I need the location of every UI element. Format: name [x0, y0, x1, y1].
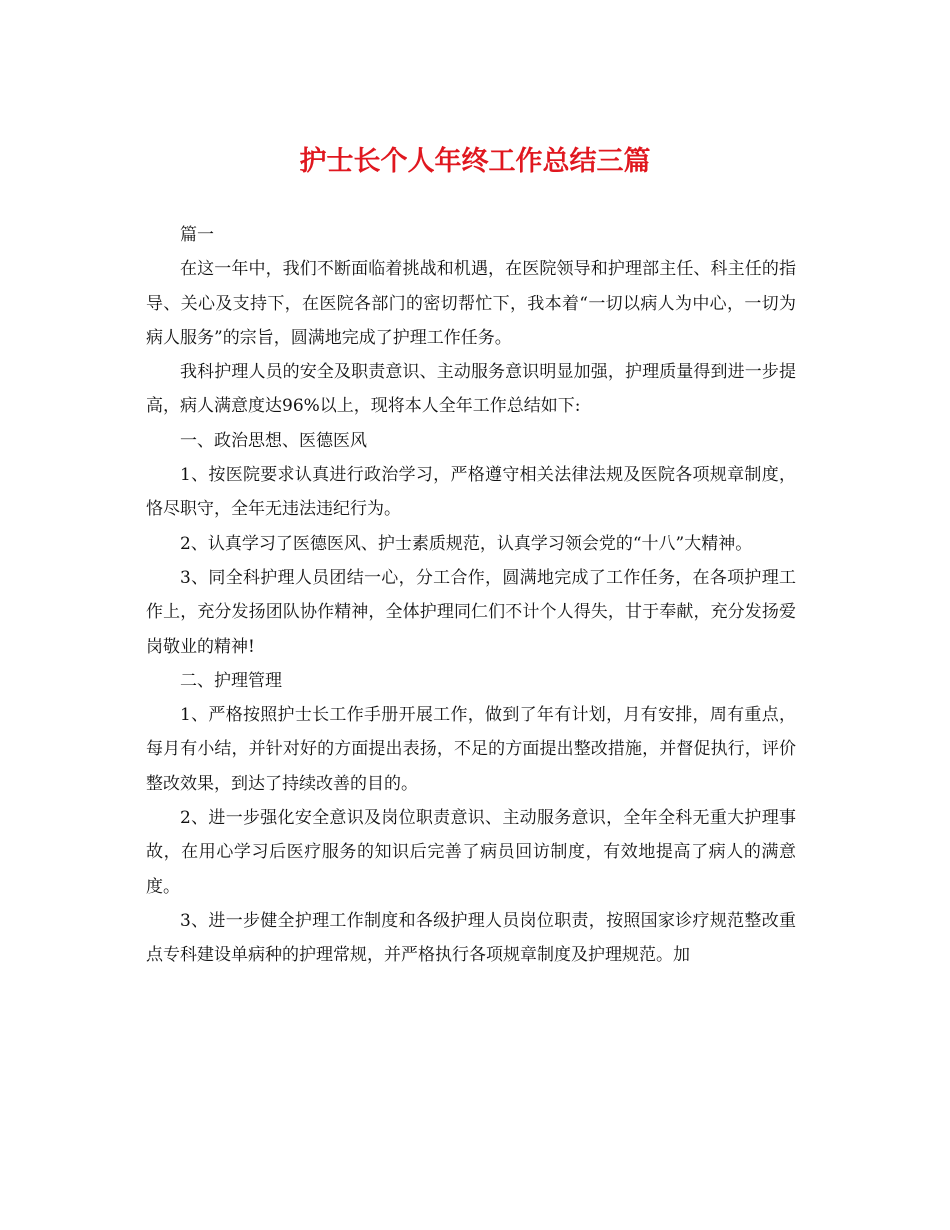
document-body	[146, 218, 796, 973]
paragraph: 我科护理人员的安全及职责意识、主动服务意识明显加强，护理质量得到进一步提高，病人满意度达96%以上，现将本人全年工作总结如下:	[146, 362, 796, 417]
paragraph: 2、进一步强化安全意识及岗位职责意识、主动服务意识，全年全科无重大护理事故，在用心学习后医疗服务的知识后完善了病员回访制度，有效地提高了病人的满意度。	[146, 808, 796, 897]
paragraph-section-heading: 篇一	[180, 225, 214, 245]
paragraph-section-heading: 一、政治思想、医德医风	[180, 430, 367, 451]
paragraph-section-heading: 二、护理管理	[180, 670, 282, 691]
paragraph: 1、按医院要求认真进行政治学习，严格遵守相关法律法规及医院各项规章制度，恪尽职守，全年无违法违纪行为。	[146, 465, 796, 520]
document-title: 护士长个人年终工作总结三篇	[299, 146, 651, 177]
paragraph: 3、同全科护理人员团结一心，分工合作，圆满地完成了工作任务，在各项护理工作上，充分发扬团队协作精神，全体护理同仁们不计个人得失，甘于奉献，充分发扬爱岗敬业的精神!	[146, 567, 796, 657]
paragraph: 在这一年中，我们不断面临着挑战和机遇，在医院领导和护理部主任、科主任的指导、关心及支持下，在医院各部门的密切帮忙下，我本着“一切以病人为中心，一切为病人服务”的宗旨，圆满地完成了护理工作任务。	[146, 259, 796, 348]
paragraph: 1、严格按照护士长工作手册开展工作，做到了年有计划，月有安排，周有重点，每月有小结，并针对好的方面提出表扬，不足的方面提出整改措施，并督促执行，评价整改效果，到达了持续改善的目的。	[146, 705, 796, 794]
paragraph: 3、进一步健全护理工作制度和各级护理人员岗位职责，按照国家诊疗规范整改重点专科建设单病种的护理常规，并严格执行各项规章制度及护理规范。加	[146, 910, 796, 966]
paragraph: 2、认真学习了医德医风、护士素质规范，认真学习领会党的“十八”大精神。	[180, 533, 753, 554]
